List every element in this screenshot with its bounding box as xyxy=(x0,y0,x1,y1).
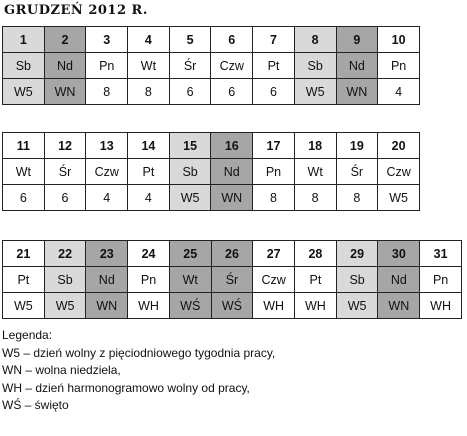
day-type-cell: WN xyxy=(211,185,253,211)
weekday-cell: Czw xyxy=(378,159,420,185)
weekday-cell: Wt xyxy=(128,53,170,79)
weekday-cell: Wt xyxy=(3,159,45,185)
weekday-cell: Śr xyxy=(336,159,378,185)
day-type-cell: 4 xyxy=(128,185,170,211)
day-number-cell: 4 xyxy=(128,27,170,53)
weekday-cell: Wt xyxy=(294,159,336,185)
legend xyxy=(2,327,275,415)
day-type-cell: WN xyxy=(86,293,128,319)
day-type-cell: 8 xyxy=(336,185,378,211)
day-number-cell: 11 xyxy=(3,133,45,159)
weekday-cell: Śr xyxy=(169,53,211,79)
day-number-cell: 27 xyxy=(253,241,295,267)
day-type-cell: WŚ xyxy=(169,293,211,319)
weekday-cell: Czw xyxy=(211,53,253,79)
weekday-cell: Nd xyxy=(44,53,86,79)
day-type-cell: 4 xyxy=(86,185,128,211)
day-type-cell: WN xyxy=(378,293,420,319)
day-type-cell: 6 xyxy=(3,185,45,211)
weekday-cell: Sb xyxy=(294,53,336,79)
weekday-cell: Nd xyxy=(378,267,420,293)
calendar-row-codes xyxy=(3,185,420,211)
day-type-cell: WH xyxy=(253,293,295,319)
day-number-cell: 8 xyxy=(294,27,336,53)
weekday-cell: Nd xyxy=(336,53,378,79)
day-type-cell: 8 xyxy=(253,185,295,211)
weekday-cell: Pt xyxy=(253,53,295,79)
weekday-cell: Pn xyxy=(86,53,128,79)
day-number-cell: 16 xyxy=(211,133,253,159)
day-number-cell: 18 xyxy=(294,133,336,159)
calendar-row-days xyxy=(3,133,420,159)
day-number-cell: 1 xyxy=(3,27,45,53)
weekday-cell: Nd xyxy=(211,159,253,185)
day-number-cell: 28 xyxy=(295,241,337,267)
legend-item-wn: WN – wolna niedziela, xyxy=(2,363,121,378)
calendar-row-codes xyxy=(3,79,420,105)
weekday-cell: Wt xyxy=(169,267,211,293)
day-number-cell: 3 xyxy=(86,27,128,53)
day-type-cell: WH xyxy=(420,293,462,319)
day-number-cell: 22 xyxy=(44,241,86,267)
day-type-cell: 8 xyxy=(294,185,336,211)
day-number-cell: 7 xyxy=(253,27,295,53)
day-number-cell: 6 xyxy=(211,27,253,53)
weekday-cell: Pn xyxy=(378,53,420,79)
calendar-block-3 xyxy=(2,240,462,319)
day-number-cell: 15 xyxy=(169,133,211,159)
day-type-cell: W5 xyxy=(44,293,86,319)
weekday-cell: Śr xyxy=(211,267,253,293)
calendar-block-1 xyxy=(2,26,420,105)
weekday-cell: Czw xyxy=(253,267,295,293)
day-type-cell: WN xyxy=(44,79,86,105)
weekday-cell: Sb xyxy=(44,267,86,293)
day-number-cell: 17 xyxy=(253,133,295,159)
day-type-cell: WH xyxy=(128,293,170,319)
day-type-cell: W5 xyxy=(336,293,378,319)
legend-item-w5: W5 – dzień wolny z pięciodniowego tygodnia pracy, xyxy=(2,345,276,360)
day-number-cell: 23 xyxy=(86,241,128,267)
legend-item-ws: WŚ – święto xyxy=(2,398,69,413)
day-number-cell: 20 xyxy=(378,133,420,159)
day-type-cell: W5 xyxy=(3,293,45,319)
day-type-cell: WŚ xyxy=(211,293,253,319)
weekday-cell: Sb xyxy=(3,53,45,79)
day-type-cell: 6 xyxy=(253,79,295,105)
day-number-cell: 19 xyxy=(336,133,378,159)
weekday-cell: Czw xyxy=(86,159,128,185)
weekday-cell: Pt xyxy=(3,267,45,293)
day-number-cell: 14 xyxy=(128,133,170,159)
day-type-cell: 4 xyxy=(378,79,420,105)
day-type-cell: 8 xyxy=(128,79,170,105)
day-number-cell: 21 xyxy=(3,241,45,267)
day-type-cell: W5 xyxy=(294,79,336,105)
calendar-block-2 xyxy=(2,132,420,211)
weekday-cell: Pn xyxy=(420,267,462,293)
day-number-cell: 12 xyxy=(44,133,86,159)
day-type-cell: 6 xyxy=(44,185,86,211)
calendar-row-weekdays xyxy=(3,159,420,185)
day-type-cell: W5 xyxy=(378,185,420,211)
day-number-cell: 26 xyxy=(211,241,253,267)
calendar-row-weekdays xyxy=(3,267,462,293)
weekday-cell: Śr xyxy=(44,159,86,185)
legend-heading: Legenda: xyxy=(2,328,53,342)
calendar-row-days xyxy=(3,27,420,53)
weekday-cell: Nd xyxy=(86,267,128,293)
day-number-cell: 30 xyxy=(378,241,420,267)
weekday-cell: Pn xyxy=(253,159,295,185)
day-type-cell: 8 xyxy=(86,79,128,105)
weekday-cell: Sb xyxy=(169,159,211,185)
day-type-cell: W5 xyxy=(169,185,211,211)
calendar-row-days xyxy=(3,241,462,267)
day-number-cell: 24 xyxy=(128,241,170,267)
calendar-row-codes xyxy=(3,293,462,319)
calendar-row-weekdays xyxy=(3,53,420,79)
day-number-cell: 31 xyxy=(420,241,462,267)
calendar-title: GRUDZEŃ 2012 R. xyxy=(4,3,148,18)
day-number-cell: 9 xyxy=(336,27,378,53)
day-type-cell: WH xyxy=(295,293,337,319)
day-number-cell: 29 xyxy=(336,241,378,267)
legend-item-wh: WH – dzień harmonogramowo wolny od pracy, xyxy=(2,380,250,395)
weekday-cell: Pt xyxy=(128,159,170,185)
weekday-cell: Sb xyxy=(336,267,378,293)
day-number-cell: 13 xyxy=(86,133,128,159)
day-number-cell: 25 xyxy=(169,241,211,267)
day-type-cell: 6 xyxy=(169,79,211,105)
day-type-cell: W5 xyxy=(3,79,45,105)
day-number-cell: 2 xyxy=(44,27,86,53)
day-type-cell: WN xyxy=(336,79,378,105)
day-number-cell: 5 xyxy=(169,27,211,53)
weekday-cell: Pt xyxy=(295,267,337,293)
day-type-cell: 6 xyxy=(211,79,253,105)
weekday-cell: Pn xyxy=(128,267,170,293)
day-number-cell: 10 xyxy=(378,27,420,53)
